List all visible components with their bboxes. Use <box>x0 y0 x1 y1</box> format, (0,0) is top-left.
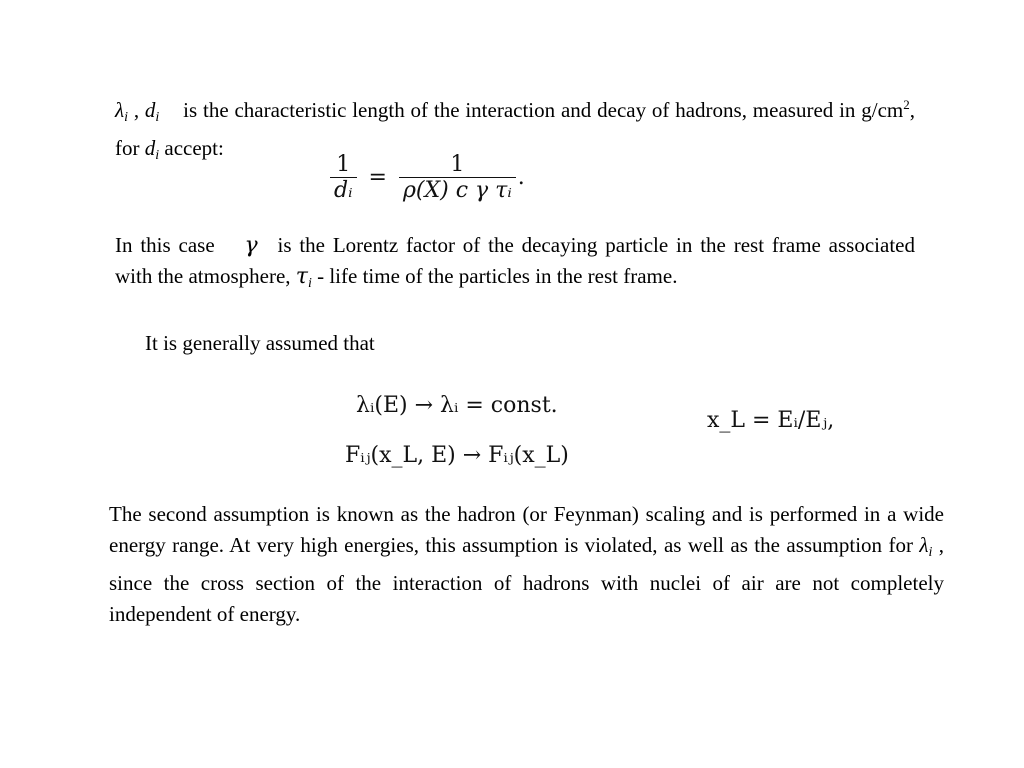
scaling-text-b: , since the cross section of the interaction of hadrons with nuclei of air are not completely independent of energy. <box>109 533 945 626</box>
scaling-equation: Fᵢⱼ(x_L, E) → Fᵢⱼ(x_L) <box>345 443 569 468</box>
paragraph-assumed: It is generally assumed that <box>145 331 375 355</box>
comma: , <box>128 98 145 122</box>
equals-sign: = <box>368 165 387 190</box>
tau-subscript: i <box>307 276 312 291</box>
d-symbol-2: d <box>144 136 156 160</box>
d-subscript: i <box>155 110 160 125</box>
scaling-text-a: The second assumption is known as the hadron (or Feynman) scaling and is performed in a wide energy range. At very high energies, this assumption is violated, as well as the assumption for <box>109 502 944 557</box>
lorentz-text-a: In this case <box>115 233 223 257</box>
gamma-symbol: γ <box>244 233 258 258</box>
lambda-const-equation: λᵢ(E) → λᵢ = const. <box>356 393 558 418</box>
superscript-two: 2 <box>903 97 910 112</box>
d-symbol: d <box>144 98 156 122</box>
definition-text: is the characteristic length of the interaction and decay of hadrons, measured in g/cm <box>177 98 904 122</box>
left-denominator: dᵢ <box>330 177 357 203</box>
period: . <box>517 165 525 190</box>
d-subscript-2: i <box>155 148 160 163</box>
left-fraction <box>330 152 357 203</box>
right-denominator: ρ(X) c γ τᵢ <box>399 177 516 203</box>
xl-definition-equation: x_L = Eᵢ/Eⱼ, <box>707 408 835 433</box>
left-numerator: 1 <box>336 152 351 177</box>
for-text: , for <box>115 98 915 160</box>
lorentz-text-c: - life time of the particles in the rest frame. <box>311 264 678 288</box>
lambda-subscript-2: i <box>928 545 933 560</box>
tau-symbol: τ <box>295 264 308 289</box>
right-numerator: 1 <box>450 152 465 177</box>
lambda-symbol: λ <box>115 98 125 122</box>
lorentz-text-b: is the Lorentz factor of the decaying particle in the rest frame associated with the atmosphere, <box>115 233 915 288</box>
lambda-subscript: i <box>124 110 128 125</box>
paragraph-lorentz <box>115 230 915 299</box>
decay-length-equation <box>330 152 525 203</box>
lambda-symbol-2: λ <box>919 533 929 557</box>
right-fraction <box>399 152 516 203</box>
paragraph-feynman-scaling <box>109 499 944 630</box>
accept-text: accept: <box>159 136 224 160</box>
